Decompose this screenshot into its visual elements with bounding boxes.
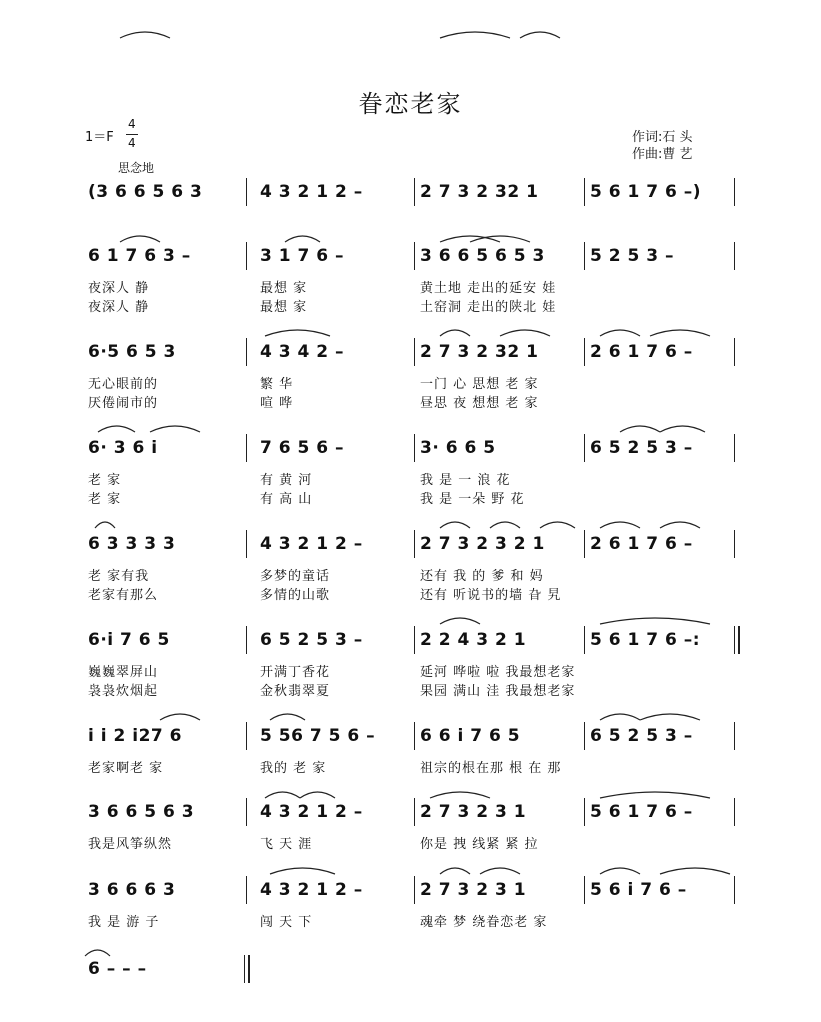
lyric-line: 土窑洞 走出的陕北 娃 [420,300,557,315]
measure-notes: 6 – – – [88,959,147,979]
measure-notes: 2 7 3 2 32 1 [420,182,539,202]
slur-arc [660,426,705,432]
slur-arc [600,330,640,336]
time-signature-bottom: 4 [128,136,136,150]
lyric-line: 还有 我 的 爹 和 妈 [420,569,544,584]
song-title: 眷恋老家 [358,90,463,118]
slur-arc [270,868,335,874]
slur-arc [120,236,160,242]
measure-notes: 2 7 3 2 3 2 1 [420,534,545,554]
composer-credit: 作曲:曹 艺 [632,147,693,162]
slur-arc [520,32,560,38]
measure-notes: 2 7 3 2 3 1 [420,802,527,822]
measure-notes: 2 6 1 7 6 – [590,342,693,362]
measure-notes: 2 2 4 3 2 1 [420,630,527,650]
lyric-line: 最想 家 [260,300,308,315]
lyric-line: 果园 满山 洼 我最想老家 [420,684,576,699]
measure-notes: 6·5 6 5 3 [88,342,176,362]
lyric-line: 厌倦闹市的 [88,396,159,411]
measure-notes: 3 6 6 5 6 5 3 [420,246,545,266]
lyric-line: 我 是 一朵 野 花 [420,492,525,507]
measure-notes: 6 5 2 5 3 – [590,726,693,746]
measure-notes: 4 3 4 2 – [260,342,344,362]
measure-notes: 4 3 2 1 2 – [260,880,363,900]
slur-arc [490,522,520,528]
lyric-line: 多梦的童话 [260,569,331,584]
measure-notes: 5 6 1 7 6 –) [590,182,702,202]
measure-notes: 4 3 2 1 2 – [260,802,363,822]
lyric-line: 闯 天 下 [260,915,313,930]
slur-arc [500,330,550,336]
slur-arc [85,950,110,956]
slur-arc [640,714,700,720]
slur-arc [600,522,640,528]
slur-arc [620,426,660,432]
slur-arc [160,714,200,720]
slur-arc [265,792,300,798]
slur-arc [440,868,470,874]
measure-notes: 6 5 2 5 3 – [590,438,693,458]
lyric-line: 夜深人 静 [88,300,150,315]
lyric-line: 老家啊老 家 [88,761,164,776]
lyric-line: 金秋翡翠夏 [260,684,331,699]
slur-arc [650,330,710,336]
lyric-line: 你是 拽 线紧 紧 拉 [420,837,539,852]
lyric-line: 繁 华 [260,377,294,392]
lyric-line: 还有 听说书的墙 旮 旯 [420,588,562,603]
measure-notes: 3 1 7 6 – [260,246,344,266]
measure-notes: 2 7 3 2 3 1 [420,880,527,900]
measure-notes: 5 56 7 5 6 – [260,726,376,746]
measure-notes: 4 3 2 1 2 – [260,534,363,554]
slur-arc [98,426,135,432]
slur-arc [480,868,520,874]
lyric-line: 多情的山歌 [260,588,331,603]
lyric-line: 喧 哗 [260,396,294,411]
slur-arc [430,792,490,798]
lyric-line: 巍巍翠屏山 [88,665,159,680]
lyric-line: 开满丁香花 [260,665,331,680]
lyric-line: 黄土地 走出的延安 娃 [420,281,557,296]
slur-arc [270,714,305,720]
slur-arc [95,522,115,528]
lyric-line: 有 高 山 [260,492,313,507]
measure-notes: 2 6 1 7 6 – [590,534,693,554]
measure-notes: 7 6 5 6 – [260,438,344,458]
lyric-line: 老家有那么 [88,588,159,603]
measure-notes: 6 3 3 3 3 [88,534,176,554]
slur-arc [660,868,730,874]
lyric-line: 延河 哗啦 啦 我最想老家 [420,665,576,680]
lyric-line: 一门 心 思想 老 家 [420,377,539,392]
measure-notes: 6 6 i 7 6 5 [420,726,521,746]
lyric-line: 祖宗的根在那 根 在 那 [420,761,562,776]
slur-arc [440,32,510,38]
slur-arc [600,868,640,874]
lyric-line: 我 是 游 子 [88,915,160,930]
slur-arc [540,522,575,528]
lyric-line: 飞 天 涯 [260,837,313,852]
slur-arc [265,330,330,336]
slur-arc [285,236,320,242]
lyric-line: 老 家有我 [88,569,150,584]
measure-notes: 5 2 5 3 – [590,246,674,266]
slur-arc [660,522,700,528]
lyric-line: 无心眼前的 [88,377,159,392]
measure-notes: 5 6 1 7 6 –: [590,630,701,650]
slur-arc [440,330,470,336]
lyric-line: 我是风筝纵然 [88,837,173,852]
measure-notes: 2 7 3 2 32 1 [420,342,539,362]
slur-arc [600,618,710,624]
measure-notes: 6· 3 6 i [88,438,158,458]
slur-arc [150,426,200,432]
lyric-line: 夜深人 静 [88,281,150,296]
measure-notes: 3· 6 6 5 [420,438,496,458]
lyric-line: 魂牵 梦 绕眷恋老 家 [420,915,548,930]
lyric-line: 我 是 一 浪 花 [420,473,511,488]
measure-notes: 3 6 6 6 3 [88,880,176,900]
slur-arc [300,792,335,798]
measure-notes: 6 1 7 6 3 – [88,246,191,266]
slur-arc [440,618,480,624]
slur-arc [120,32,170,38]
lyric-line: 昼思 夜 想想 老 家 [420,396,539,411]
lyric-line: 有 黄 河 [260,473,313,488]
lyric-line: 老 家 [88,473,122,488]
measure-notes: i i 2 i27 6 [88,726,182,746]
slur-arc [600,714,640,720]
lyricist-credit: 作词:石 头 [632,130,693,145]
slur-arc [440,522,470,528]
measure-notes: 6·i 7 6 5 [88,630,170,650]
slur-arc [600,792,710,798]
lyric-line: 我的 老 家 [260,761,327,776]
measure-notes: 4 3 2 1 2 – [260,182,363,202]
measure-notes: (3 6 6 5 6 3 [88,182,203,202]
key-signature: 1＝F [85,130,114,145]
lyric-line: 老 家 [88,492,122,507]
measure-notes: 6 5 2 5 3 – [260,630,363,650]
measure-notes: 5 6 i 7 6 – [590,880,687,900]
time-signature-top: 4 [128,117,136,131]
measure-notes: 5 6 1 7 6 – [590,802,693,822]
lyric-line: 袅袅炊烟起 [88,684,159,699]
measure-notes: 3 6 6 5 6 3 [88,802,195,822]
lyric-line: 最想 家 [260,281,308,296]
expression-mark: 思念地 [118,161,155,175]
